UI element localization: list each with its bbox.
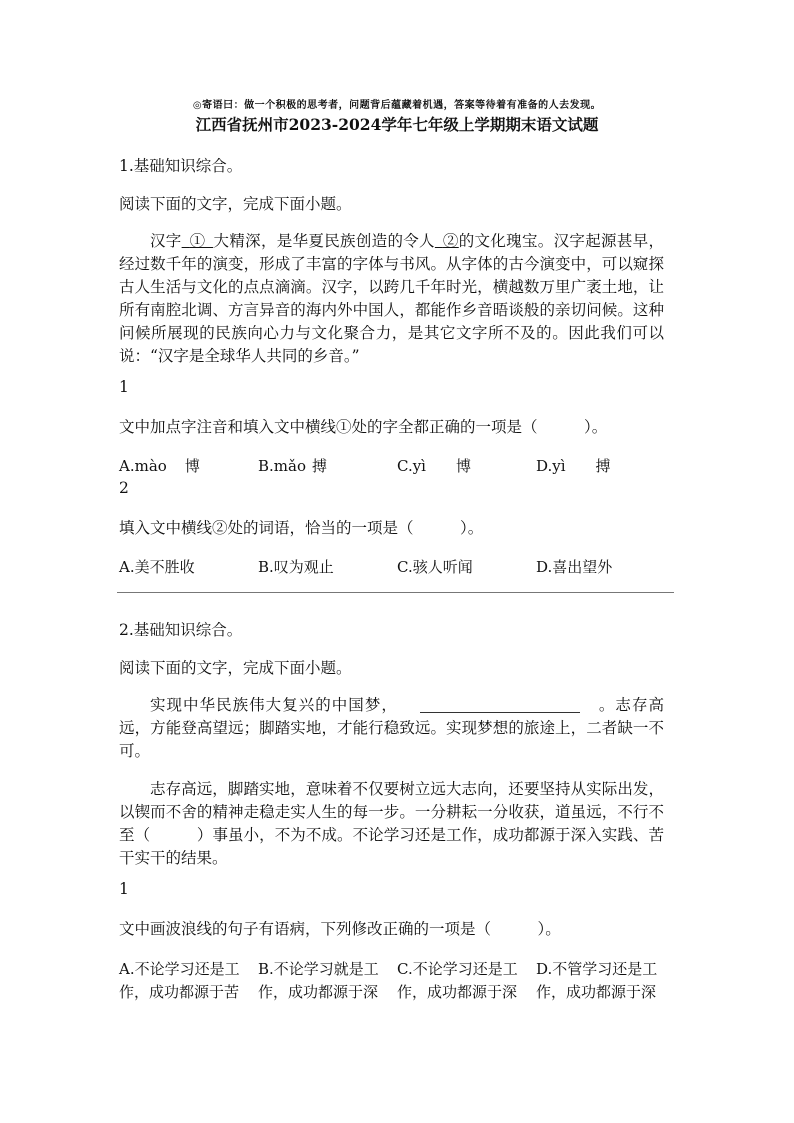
option-a[interactable]: A.不论学习还是工作，成功都源于苦 bbox=[119, 960, 240, 1001]
option-c[interactable]: C.骇人听闻 bbox=[397, 558, 473, 576]
option-d[interactable]: D.yì 搏 bbox=[536, 457, 611, 475]
page-title: 江西省抚州市2023-2024学年七年级上学期期末语文试题 bbox=[195, 115, 599, 134]
q2-paragraph-2: 志存高远，脚踏实地，意味着不仅要树立远大志向，还要坚持从实际出发，以锲而不舍的精神走稳走实人生的每一步。一分耕耘一分收获，道虽远，不行不至（ ）事虽小，不为不成。不论学习还是工作，成功都源于深入实践、苦干实干的结果。 bbox=[119, 780, 664, 867]
option-a[interactable]: A.美不胜收 bbox=[119, 558, 195, 576]
q1-passage-part: 的文化瑰宝。汉字起源甚 bbox=[458, 232, 633, 250]
q1-sub2-question: 填入文中横线②处的词语，恰当的一项是（ ）。 bbox=[119, 519, 484, 537]
option-a[interactable]: A.mào 博 bbox=[119, 457, 200, 475]
option-c[interactable]: C.yì 博 bbox=[397, 457, 471, 475]
option-b[interactable]: B.mǎo 搏 bbox=[258, 457, 328, 475]
q1-heading: 1.基础知识综合。 bbox=[119, 157, 243, 175]
q1-sub1-number: 1 bbox=[119, 378, 129, 396]
motto: ◎寄语曰：做一个积极的思考者，问题背后蕴藏着机遇，答案等待着有准备的人去发现。 bbox=[192, 100, 602, 111]
q2-paragraph-1: 实现中华民族伟大复兴的中国梦， 。志存高远，方能登高望远；脚踏实地，才能行稳致远。实现梦想的旅途上，二者缺一不可。 bbox=[119, 696, 664, 760]
fill-blank[interactable] bbox=[420, 696, 580, 713]
q1-passage bbox=[119, 230, 664, 368]
q1-passage-part: 汉字 bbox=[150, 232, 182, 250]
q2-sub1-question: 文中画波浪线的句子有语病，下列修改正确的一项是（ ）。 bbox=[119, 920, 561, 938]
q1-passage-part: 大精深，是华夏民族创造的令人 bbox=[213, 232, 435, 250]
blank-2: ② bbox=[442, 232, 459, 250]
option-d[interactable]: D.不管学习还是工作，成功都源于深 bbox=[536, 960, 658, 1001]
q1-passage-rest: 早，经过数千年的演变，形成了丰富的字体与书风。从字体的古今演变中，可以窥探古人生活与文化的点点滴滴。汉字，以跨几千年时光，横越数万里广袤土地，让所有南腔北调、方言异音的海内外中国人，都能作乡音晤谈般的亲切问候。这种问候所展现的民族向心力与文化聚合力，是其它文字所不及的。因此我们可以说：“汉字是全球华人共同的乡音。” bbox=[119, 232, 664, 365]
q1-sub1-question: 文中加点字注音和填入文中横线①处的字全都正确的一项是（ ）。 bbox=[119, 418, 608, 436]
q2-instruction: 阅读下面的文字，完成下面小题。 bbox=[119, 659, 352, 677]
option-d[interactable]: D.喜出望外 bbox=[536, 558, 613, 576]
option-c[interactable]: C.不论学习还是工作，成功都源于深 bbox=[397, 960, 518, 1001]
blank-1: ① bbox=[189, 232, 206, 250]
option-b[interactable]: B.不论学习就是工作，成功都源于深 bbox=[258, 960, 379, 1001]
q2-sub1-number: 1 bbox=[119, 880, 129, 898]
q2-heading: 2.基础知识综合。 bbox=[119, 621, 243, 639]
q1-sub2-number: 2 bbox=[119, 479, 129, 497]
option-b[interactable]: B.叹为观止 bbox=[258, 558, 334, 576]
q1-instruction: 阅读下面的文字，完成下面小题。 bbox=[119, 195, 352, 213]
section-divider bbox=[117, 592, 674, 593]
